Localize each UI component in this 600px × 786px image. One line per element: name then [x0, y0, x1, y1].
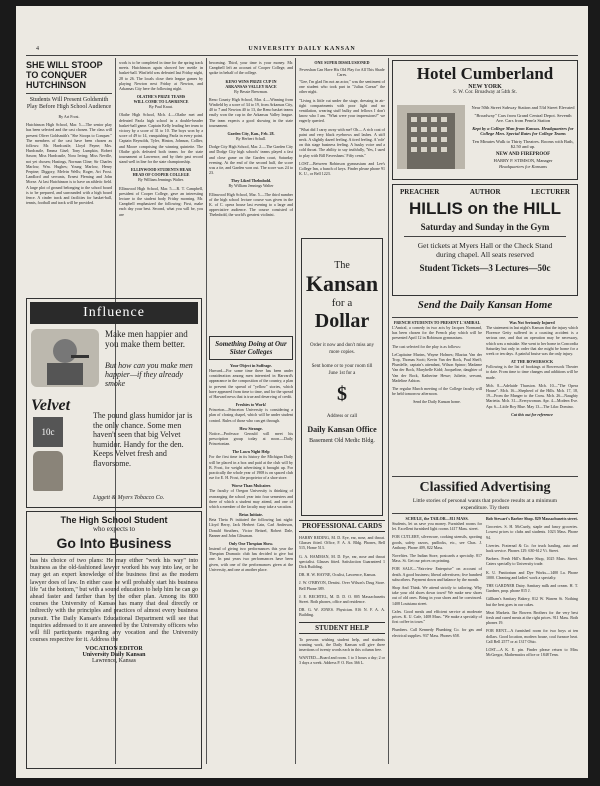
article-bowersock	[486, 320, 578, 472]
article-body: "What did I carry away with me? Oh— A rich coat of paint and very black eyebrows and lashes. A stiff neck. A slightly dazed feeling. A tired feeling. A 'role' on this stage business feeling. A husky voice and a cold throat. The ability to say truthfully, 'Yes, I used to play with Bill Faversham.' Fifty cents."	[299, 126, 385, 158]
classified-item: Gillham's Sanitary Bakery, 812 W. Warren St. Nothing but the best goes in our cakes.	[486, 596, 578, 607]
article-olathe	[119, 60, 203, 294]
hillis-date: Saturday and Sunday in the Gym	[420, 222, 550, 232]
article-tail: Send the Daily Kansan home.	[413, 399, 461, 405]
byline: By Paul Kraut.	[149, 104, 173, 110]
article-body: Following is the list of bookings at Bowersock Theater to date. From time to time changes and additions will be made.	[486, 364, 578, 380]
ad-line: Basement Old Medic Bldg.	[309, 438, 375, 444]
dollar-sign: $	[337, 383, 347, 405]
article-body: The faculty of Oregon University is thinking of rearranging the school year into four semesters and three of which a student may attend, and one of which a member of the faculty may take a vacation.	[209, 488, 293, 510]
hillis-tickets: Get tickets at Myers Hall or the Check Stand during chapel. All seats reserved	[417, 241, 553, 259]
classified-left	[392, 516, 482, 641]
ad-line: Daily Kansan Office	[307, 425, 377, 434]
ad-line: for a	[331, 297, 353, 309]
byline: By William Jennings Walter.	[138, 177, 184, 183]
article-body: Princeton—Princeton University is considering a plan of closing chapel, which will be under student control. Rules of those who can get through.	[209, 407, 293, 423]
article-body: "Living is little cut under the stage, dressing in air-tight compartments with poor light and no ventilation, wearing stuff bulky and fellows I don't know who I am. "What were your impressions?" we eagerly queried.	[299, 97, 385, 124]
hotel-line: Ten Minutes Walk to Thirty Theatres. Rooms with Bath, $2.50 and up.	[472, 138, 574, 149]
masthead: UNIVERSITY DAILY KANSAN	[248, 46, 356, 52]
professional-cards	[299, 520, 385, 768]
classified-item: Students, let us save you money. Furnished rooms for let. Excellent furnished light rooms 1417 Mass. street.	[392, 521, 482, 532]
headline: Betas Initiate.	[239, 512, 263, 518]
article-body: The regular March meeting of the College faculty will be held tomorrow afternoon.	[392, 386, 482, 397]
card: J. W. O'BRYON, Dentist. Over Wilson's Drug Store. Bell Phone 389.	[299, 580, 385, 591]
classified-item: FOR CUTLERY, silverware, cooking utensils, sporting goods, safety razors, padlocks, etc., see Chas. J. Anthony. Phone 409, 822 Mass.	[392, 534, 482, 550]
headline: WILL COME TO LAWRENCE	[133, 99, 189, 105]
hotel-line: NEW AND FIREPROOF	[495, 151, 551, 157]
column-divider	[388, 58, 389, 764]
headline: Worse Than Mulcaires	[231, 483, 271, 489]
article-body: "Gee, I'm glad I'm not an actor," was the sentiment of one student who took part in "Julius Caesar" the other night.	[299, 79, 385, 95]
headline: ARKANSAS VALLEY RACE	[225, 83, 277, 89]
column-title: Something Doing at Our Sister Colleges	[209, 336, 293, 360]
dateline: Garden City, Kan., Feb. 28.	[227, 131, 275, 137]
building-icon	[397, 105, 465, 169]
hotel-line: Headquarters for Kansans	[498, 163, 547, 169]
ad-line: Address or call	[326, 414, 358, 419]
headline: HEAD OF COOPER COLLEGE	[132, 172, 190, 178]
cut-out-note: Cut this out for reference	[511, 411, 553, 417]
article-super	[299, 60, 385, 238]
newspaper-page	[16, 6, 588, 778]
ad-copy: Make men happier and you make them better.	[105, 329, 188, 349]
hillis-price: Student Tickets—3 Lectures—50c	[419, 263, 551, 273]
headline: SHE WILL STOOP TO CONQUER HUTCHINSON	[26, 60, 103, 90]
hotel-name: Hotel Cumberland	[416, 64, 554, 83]
article-body: Notice—Professor Gerould will meet his prescription group today at noon.—Daily Princetonian.	[209, 430, 293, 447]
hotel-line: Kept by a College Man from Kansas. Headquarters for College Men. Special Rates for College Teams	[472, 125, 574, 136]
hotel-building-illustration	[397, 105, 465, 169]
article-body: Reno County High School, Mar. 4.—Winning from Winfield by a score of 34 to 19, from Arkansas City, 40 to 7 and Newton 40 to 13, the Reno basket teams easily won the cup in the Arkansas Valley league. The team expects a good showing in the state tournament.	[209, 96, 293, 128]
send-home-banner	[392, 299, 578, 315]
subhead: Fevershan Can Have His Old Play for All This Shade Cares.	[299, 67, 385, 77]
article-french-play	[392, 320, 482, 472]
classified-item: Liveries. Fraternal & Co. for truck hauling, auto and hack service. Phones 129. 630-612 Vt. Street.	[486, 542, 578, 554]
card: HARRY REDING, M. D. Eye, ear, nose, and throat. Glasses fitted. Office, F. A. A. Bldg. Phones, Bell 515, Home 513.	[299, 535, 385, 551]
velvet-tobacco-ad	[26, 298, 202, 508]
kansan-dollar-ad	[301, 238, 383, 516]
masthead-rule	[26, 55, 578, 56]
byline: By Bessie Brewman.	[234, 88, 268, 94]
hotel-address: S. W. Cor. Broadway at 54th St.	[453, 90, 517, 95]
cast-list: LeCapitaine Marins, Wayne Holmes; Blazius Van der Trop, Thomas Scott; Kevin Van der Rock, Paul Sheff; Plumlelle, captain's attendant, Wilson Spinor; Madame Van der Bock, Marybelle Kidd; Jacqueline, daughter of Van der Bock, Katherine Hesse; Juliette, servant, Madeline Ashton.	[392, 351, 482, 383]
section-sub: Little stories of personal wants that produce results at a minimum expenditure. Tiy them	[412, 498, 558, 511]
subhead: Students Will Present Goldsmith Play Before High School Audience	[26, 97, 112, 110]
ad-brand: Influence	[83, 305, 145, 320]
hotel-manager: HARRY P. STIMSON, Manager	[493, 157, 553, 163]
ad-headline: Go Into Business	[56, 535, 172, 551]
classified-section	[392, 476, 578, 768]
classified-item: Barbers. Fresh Hill's Barber Shop, 1025 Mass. Street. Caters specially to University trade.	[486, 556, 578, 567]
headline: AT THE BOWERSOCK	[510, 359, 554, 365]
byline: By Art Frost.	[58, 114, 80, 119]
ad-banner	[30, 302, 198, 324]
hillis-roles	[396, 188, 574, 196]
student-help-body: To persons wishing student help, and students wanting work, the Daily Kansan will give three insertions of twenty words each in this column free.	[299, 636, 385, 653]
bookings-list: Mch. 8—Adelaide Thurston. Mch. 10—"The Opera House". Mch. 16—Shepherd of the Hills. Mch. 17, 18, 19—From the Manger to the Cross. Mch. 26—Naughty Marietta. Mch. 31—Everywoman. Apr. 4—Modern Eve. Apr. 6—Little Boy Blue. May 13—The Lilac Domino.	[486, 382, 578, 409]
classified-right	[486, 516, 578, 660]
humidor-jar-icon	[33, 451, 63, 491]
headline: Only One Thespian Show.	[228, 541, 274, 547]
headline: ONE SUPER DISSILUSIONED	[314, 60, 370, 65]
classified-item: Plumbers. Call Kennedy Plumbing Co. for gas and electrical supplies. 937 Mass. Phones 658.	[392, 627, 482, 638]
ad-line: Order it now and don't miss any more copies.	[310, 343, 374, 355]
article-body: work is to be completed in time for the spring track meets. Hutchinson again showed her mettle in basket-ball. Winfield was defeated last Friday night, 28 to 26. The locals close their league games by playing Newton next Friday at Newton, and Arkansas City here the following night.	[119, 60, 203, 92]
hotel-line: Near 50th Street Subway Station and 53d Street Elevated	[471, 105, 575, 110]
headline: FRENCH STUDENTS TO PRESENT L'AMIRAL	[393, 320, 481, 325]
article-body: For the first time in its history the Michigan Daily will be placed in a box and paid at the club will by B. Frost, for weight advertising it brought up. For practically the whole year of 1908 is on spaced club rue for E. H. Frost, the proprietor of a shoe store.	[209, 454, 293, 481]
hillis-lecture-ad	[392, 184, 578, 296]
card: DR. G. W. JONES. Physician. 816 N. F. A. A. Building.	[299, 607, 385, 618]
article-body: The cast selected for the play is as follows:	[392, 343, 461, 349]
headline: Was Not Seriously Injured	[509, 320, 555, 325]
byline: By Herbert Schull.	[235, 136, 267, 142]
classified-item: K. U. Panitorium and Dye Works—1400 La. Phone 1000. Cleaning and ladies' work a specialty.	[486, 569, 578, 580]
maker: Liggett & Myers Tobacco Co.	[93, 495, 165, 501]
hotel-cumberland-ad	[392, 60, 578, 180]
headline: They Liked Thelmbold.	[230, 178, 272, 184]
classified-item: Shop And Think. We attend strictly to tailoring. Why take your old shoes down town? We make new shoes out of old ones. Bring in your shoes and be convinced. 1408 Louisiana street.	[392, 585, 482, 606]
ad-body: has his choice of two plans: He may either "work his way" into business as the old-fashioned lawyer worked his way into law, or he may get an expert knowledge of the business first as the modern lawyer does of law. In either case he will probably start his business life "at the bottom," but with a sound education to help him he can go ahead faster and farther than by the other plan. Among its 800 courses the University of Kansas has many that deal directly or indirectly with the principles and practices of almost every business pursuit. The Daily Kansan's Educational Department will see that inquiries addressed to it are answered by the University officers who will fill participants regarding any vocation and the University courses respective for it. Address the	[30, 558, 198, 644]
role: PREACHER	[400, 188, 440, 196]
role: AUTHOR	[469, 188, 501, 196]
headline: ELLINWOOD STUDENTS HEAR	[130, 167, 192, 173]
headline: Your Object in Suffrage.	[230, 363, 272, 368]
sister-colleges-column	[209, 336, 293, 768]
ad-contact: Lawrence, Kansas	[92, 658, 136, 665]
classified-item: Novelties. The Indian Store, postcards a specialty. 817 Mass. St. Get our prices on printing.	[392, 553, 482, 564]
article-body: L'Amiral, a comedy in two acts by Jacques Normand, has been chosen for the French play which will be presented April 12 in Robinson gymnasium.	[392, 325, 482, 341]
ad-line: who expects to	[93, 525, 135, 533]
headline: Freshies to Work!	[235, 402, 267, 408]
article-hutchinson	[26, 60, 112, 294]
wanted-ad: WANTED—Board and room. 1 to 3 hours a day; 2 or 3 days a week. Address P. O. Box 366 L.	[299, 655, 385, 666]
article-body: becoming. Third, your time is your money. Mr. Campbell left an account of Cooper College, and spoke in behalf of the college.	[209, 60, 293, 76]
classified-item: LOST—A K. E. pin. Finder please return to Miss McGregor, Mathematics office or 1848 Tenn.	[486, 647, 578, 658]
role: LECTURER	[531, 188, 570, 196]
section-title: STUDENT HELP	[299, 622, 385, 634]
classified-item: Bob Stewart's Barber Shop. 829 Massachusetts street.	[486, 516, 578, 521]
ad-copy: The pound glass humidor jar is the only chance. Some men haven't seen that big Velvet humidor. Handy for the den. Keeps Velvet fresh and flavorsome.	[93, 411, 193, 468]
article-body: Instead of giving two performances this year the Thespian Dramatic club has decided to give but one. In past years two performances have been given, with one of the performances given at the University, and one at another place.	[209, 546, 293, 572]
headline: OLATHE'S PRIZE TEAMS	[136, 94, 186, 100]
section-title: Send the Daily Kansan Home	[417, 299, 553, 311]
classified-item: Groceries. S. H. McCurdy, staple and fancy groceries. Lowest prices to clubs and students. 1023 Mass. Phone 94.	[486, 524, 578, 540]
classified-item: Cafes. Good meals and efficient service at moderate prices. K. U. Cafe, 1408 Mass. "We make a specialty of first coffee in town."	[392, 608, 482, 625]
classified-item: FOR RENT—A furnished room for two boys at ten dollars. Good location, modern house, coal furnace heat. Call Bell 2577 or at 1317 Ohio.	[486, 628, 578, 644]
card: J. E. BECHTEL, M. D. D. O. 805 Massachusetts Street. Both phones, office and residence.	[299, 593, 385, 605]
divider	[392, 317, 578, 318]
article-body: The statement in last night's Kansan that the injury which Florence Getty suffered in a coasting accident is a serious one, and that an operation may be necessary, which was a mistake. She went to her home in Concordia Saturday but only in order that she might be home for a week or ten days. A painful bruise was the only injury.	[486, 325, 578, 357]
classified-item: FOR SALE—"Fairview Enterprise" on account of death. A good business; liberal advertisers; five hundred subscribers. Payment down and balance by the month.	[392, 566, 482, 582]
ad-title: Dollar	[314, 310, 370, 332]
byline: By William Jennings Walter	[228, 183, 274, 189]
article-body: Ellinwood High School, Mar. 5.—The third number of the high school lecture course was given in the K. of C. opera house last evening to a large and appreciative audience. The course consisted of Thelmbold, the world's greatest violinist.	[209, 191, 293, 218]
section-title: Classified Advertising	[419, 480, 551, 495]
hillis-title: HILLIS on the HILL	[408, 199, 562, 218]
headline: How Strange.	[239, 425, 263, 431]
pipe-smoker-icon	[31, 329, 99, 387]
ad-title: The High School Student	[60, 515, 168, 525]
classified-item: SCHULE, the TAILOR—811 MASS.	[405, 516, 469, 521]
velvet-tin: 10c	[33, 417, 63, 447]
classified-item: Meat Markets. Ike Bowers Brothers for the very best fresh and cured meats at the right prices. 911 Mass. Both phones 19.	[486, 609, 578, 626]
ad-line: The	[334, 260, 350, 271]
ad-contact: University Daily Kansan	[82, 652, 146, 659]
card: G. A. HAMMAN, M. D. Eye, ear, nose and throat specialist. Glasses fitted. Satisfaction Guaranteed 1 Dick Building.	[299, 553, 385, 570]
ad-copy: But how can you make men happier—if they already smoke	[105, 361, 193, 388]
ad-line: Sent home or to your room till June 1st for a	[311, 364, 373, 376]
article-body: Dodge City High School, Mar. 2.—The Garden City and Dodge City high schools' teams played a fast and close game on the Garden court, Saturday evening. At the end of the second half, the score was a tie, and Garden won out. The score was 24 to 23.	[209, 144, 293, 176]
hotel-line: "Broadway" Cars from Grand Central Depot. Seventh Ave. Cars from Penn'a Station	[474, 112, 572, 123]
classified-item: THE GARDNER Dairy. Sanitary milk and cream. H. T. Gardner, prop. phone 815 J.	[486, 583, 578, 594]
article-body: Ellinwood High School, Mar. 5.—R. T. Campbell, president of Cooper College, gave an interesting lecture to the student body Friday morning. Mr. Campbell emphasized the following: First, make each day your best. Second, what you will be, you are	[119, 185, 203, 217]
headline: The Lawn Night Help	[232, 449, 270, 455]
column-divider	[295, 58, 296, 764]
lost-notice: LOST—Between Robinson gymnasium and Lee's College Inn, a bunch of keys. Finder please phone 91 K. U., or Bell 1223.	[299, 160, 385, 177]
hotel-details	[471, 105, 575, 169]
headline: KENO WINS PRIZE CUP IN	[225, 78, 277, 84]
section-title: PROFESSIONAL CARDS	[299, 520, 385, 532]
column-divider	[206, 58, 207, 764]
ad-contact: VOCATION EDITOR	[85, 646, 143, 653]
page-number: 4	[36, 46, 39, 52]
card: DR. H. W. HAYNE, Oculist, Lawrence, Kansas.	[299, 572, 377, 578]
article-body: Beta Theta Pi initiated the following last night: Lloyd Berry, Jack Herbert Cain, Carl Anderson, Donald Struthers, Victor Beitzel, Robert Dale, Banner and John Glissman.	[209, 517, 293, 538]
ad-title: Kansan	[305, 271, 379, 296]
business-education-ad	[26, 511, 202, 769]
article-body: Olathe High School, Mch. 4.—Olathe met and defeated Paola high school in a double-header basket-ball game. Captain Kelly leading her team to victory by a score of 31 to 10. The boys won by a score of 49 to 14, vanquishing Paola in every point. Captain Reynolds, Tyler, Hinton, Johnson, Collier, and Moore comprising the winning quintette. The Olathe girls defeated both teams for the state tournament at Lawrence, and by their past record stand well in line for the state championship.	[119, 112, 203, 165]
article-reno	[209, 60, 293, 330]
hotel-city: NEW YORK	[468, 84, 502, 90]
velvet-logo: Velvet	[31, 397, 71, 414]
article-body: Hutchinson High School, Mar. 5.—The senior play has been selected and the cast chosen. The class will present Oliver Goldsmith's "She Stoops to Conquer." The members of the cast have been chosen as follows: Mr. Hardcastle, Lloyd Payne; Mrs. Hardcastle, Emma Gisel; Tony Lumpkin, Robert Saxon; Miss Hardcastle, Nora Irving; Miss Neville, not yet chosen; Hastings, Norman Cline; Sir Charles Marlow, Wm. Hughes; Young Marlow, Henry Perpine; Diggory, Melvin Wells; Roger, Art Frost. Landlord and servants, Ernest Fleming and John Morse. At last Hutchinson is to have an athletic field. A large plot of ground belonging to the school board is to be prepared, and surrounded with a high board fence. A cinder track and facilities for basket-ball, tennis, football and track will be provided.	[26, 122, 112, 206]
article-body: Harvard—For some time there has been under consideration among men interested in Harvard's appearance in the composition of the country, a plan to prevent the spread of "yellow" stories, which have appeared from time to time, and for the spread of Harvard news that is true and deserving of credit.	[209, 368, 293, 400]
man-with-pipe-illustration	[31, 329, 99, 387]
